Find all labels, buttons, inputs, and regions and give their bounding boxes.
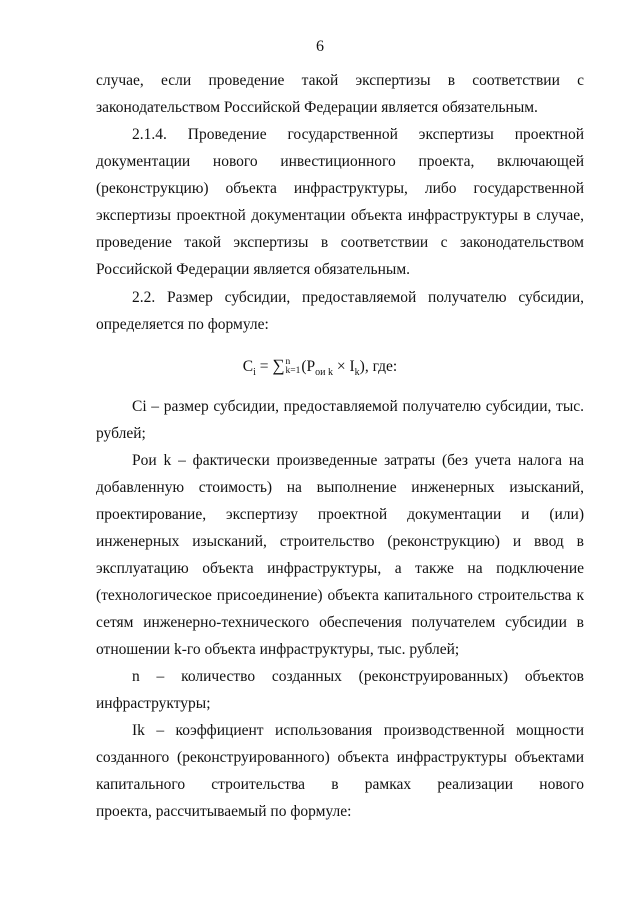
text-line: определяется по формуле: — [96, 316, 269, 333]
text-line: капитального строительства в рамках реализации нового — [96, 776, 584, 793]
formula-p-sub: ои k — [315, 367, 334, 379]
text-line: эксплуатацию объекта инфраструктуры, а также на подключение — [96, 560, 584, 577]
formula-i-sub: k — [354, 367, 360, 379]
text-line: рублей; — [96, 425, 146, 442]
formula-lhs-sub: i — [253, 367, 256, 379]
text-line: инженерных изысканий, строительство (реконструкцию) и ввод в — [96, 533, 584, 550]
formula-eq: = — [255, 358, 273, 375]
paragraph-first-line: Ci – размер субсидии, предоставляемой получателю субсидии, тыс. — [132, 398, 584, 415]
formula-open: (P — [301, 358, 316, 375]
formula-tail: ), где: — [359, 358, 398, 375]
text-line: Российской Федерации является обязательным. — [96, 261, 411, 278]
paragraph-first-line: Pои k – фактически произведенные затраты (без учета налога на — [132, 452, 584, 469]
text-line: проекта, рассчитываемый по формуле: — [96, 803, 352, 820]
formula-sum-sup: n — [285, 357, 291, 368]
paragraph-first-line: Ik – коэффициент использования производственной мощности — [132, 722, 584, 739]
formula — [0, 356, 640, 383]
text-line: (реконструкцию) объекта инфраструктуры, либо государственной — [96, 180, 584, 197]
text-line: добавленную стоимость) на выполнение инженерных изысканий, — [96, 479, 584, 496]
page-number: 6 — [316, 38, 324, 55]
text-line: проектирование, экспертизу проектной документации и (или) — [96, 506, 584, 523]
text-line: отношении k-го объекта инфраструктуры, тыс. рублей; — [96, 641, 460, 658]
formula-sum-limits — [286, 358, 301, 376]
text-line: проведение такой экспертизы в соответствии с законодательством — [96, 234, 584, 251]
formula-times: × I — [333, 358, 355, 375]
text-line: (технологическое присоединение) объекта капитального строительства к — [96, 587, 584, 604]
formula-sum: ∑ — [272, 356, 285, 375]
text-line: сетям инженерно-технического обеспечения получателем субсидии в — [96, 614, 584, 631]
text-line: документации нового инвестиционного проекта, включающей — [96, 153, 584, 170]
formula-sum-sub: k=1 — [285, 366, 301, 377]
paragraph-first-line: n – количество созданных (реконструированных) объектов — [132, 668, 584, 685]
paragraph-first-line: 2.2. Размер субсидии, предоставляемой получателю субсидии, — [132, 289, 584, 306]
text-line: экспертизы проектной документации объекта инфраструктуры в случае, — [96, 207, 584, 224]
text-line: законодательством Российской Федерации является обязательным. — [96, 99, 538, 116]
text-line: инфраструктуры; — [96, 695, 211, 712]
paragraph-first-line: 2.1.4. Проведение государственной экспертизы проектной — [132, 126, 584, 143]
text-line: случае, если проведение такой экспертизы в соответствии с — [96, 72, 584, 89]
formula-lhs: C — [242, 358, 254, 375]
text-line: созданного (реконструированного) объекта инфраструктуры объектами — [96, 749, 584, 766]
